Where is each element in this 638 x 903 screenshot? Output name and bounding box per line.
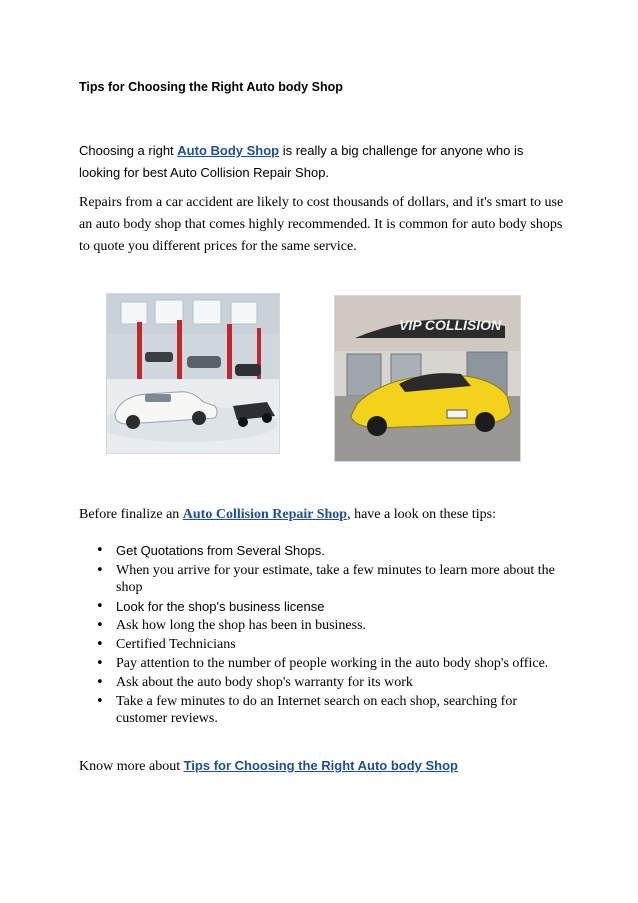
garage-photo: [106, 293, 280, 454]
vip-collision-photo: [334, 295, 521, 462]
list-item: • Ask how long the shop has been in business.: [96, 617, 566, 634]
intro-text-before: Choosing a right: [79, 143, 178, 158]
tips-intro-paragraph: [79, 506, 579, 524]
intro-paragraph: [79, 140, 559, 184]
list-item: • Take a few minutes to do an Internet search on each shop, searching for customer reviews.: [96, 693, 566, 727]
tips-intro-after: , have a look on these tips:: [347, 507, 496, 522]
auto-body-shop-link[interactable]: Auto Body Shop: [177, 143, 280, 158]
intro-text-after: is really a big challenge for anyone who is looking for best Auto Collision Repair Shop.: [79, 143, 524, 180]
list-item: • When you arrive for your estimate, take a few minutes to learn more about the shop: [96, 562, 566, 596]
outro-before: Know more about: [79, 759, 184, 774]
list-item: • Ask about the auto body shop's warranty for its work: [96, 674, 566, 691]
tips-article-link[interactable]: Tips for Choosing the Right Auto body Shop: [183, 758, 459, 773]
list-item: • Get Quotations from Several Shops.: [96, 542, 566, 559]
list-item: • Certified Technicians: [96, 636, 566, 653]
tips-intro-before: Before finalize an: [79, 507, 183, 522]
vip-sign-text: VIP COLLISION: [399, 317, 502, 333]
tips-list: [96, 542, 566, 727]
auto-collision-repair-shop-link[interactable]: Auto Collision Repair Shop: [182, 507, 348, 522]
garage-illustration: [107, 294, 279, 453]
vip-collision-illustration: [335, 296, 520, 461]
repairs-paragraph: Repairs from a car accident are likely to cost thousands of dollars, and it's smart to use an auto body shop that comes highly recommended. It is common for auto body shops to quote you different prices for the same service.: [79, 195, 564, 254]
list-item: • Pay attention to the number of people working in the auto body shop's office.: [96, 655, 566, 672]
page-title: Tips for Choosing the Right Auto body Shop: [79, 80, 343, 94]
list-item: • Look for the shop's business license: [96, 598, 566, 615]
outro-paragraph: [79, 758, 458, 775]
